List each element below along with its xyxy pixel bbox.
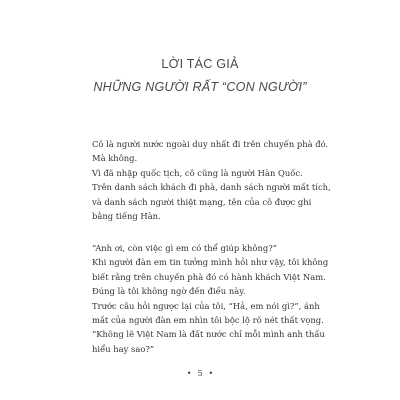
text-line: mắt của người đàn em nhìn tôi bộc lộ rõ nét thất vọng. — [92, 314, 324, 325]
text-line: Cô là người nước ngoài duy nhất đi trên chuyến phà đó. — [92, 139, 329, 149]
text-line: và danh sách người thiệt mạng, tên của cô được ghi — [92, 196, 312, 207]
text-line: “Không lẽ Việt Nam là đất nước chỉ mỗi mình anh thấu — [92, 329, 325, 340]
paragraph-1 — [92, 137, 332, 223]
text-line: Đúng là tôi không ngờ đến điều này. — [92, 286, 246, 297]
text-line: hiểu hay sao?” — [92, 343, 155, 354]
bullet-mark: • — [208, 369, 214, 378]
text-line: Mà không. — [92, 153, 138, 164]
paragraph-2 — [92, 241, 332, 356]
text-line: Vì đã nhập quốc tịch, cô cũng là người Hàn Quốc. — [92, 167, 303, 178]
page-footer — [0, 369, 400, 378]
page-number: 5 — [197, 369, 203, 378]
text-line: biết rằng trên chuyến phà đó có hành khách Việt Nam. — [92, 271, 326, 282]
text-line: “Anh ơi, còn việc gì em có thể giúp không?” — [92, 243, 277, 253]
section-title: LỜI TÁC GIẢ — [161, 57, 239, 71]
text-line: Khi người đàn em tin tưởng mình hỏi như vậy, tôi không — [92, 257, 329, 268]
text-line: bằng tiếng Hàn. — [92, 210, 161, 221]
bullet-mark: • — [186, 369, 192, 378]
text-line: Trên danh sách khách đi phà, danh sách người mất tích, — [92, 182, 331, 193]
text-line: Trước câu hỏi ngược lại của tôi, “Hả, em nói gì?”, ánh — [92, 300, 320, 311]
section-subtitle: NHỮNG NGƯỜI RẤT “CON NGƯỜI” — [93, 80, 307, 94]
